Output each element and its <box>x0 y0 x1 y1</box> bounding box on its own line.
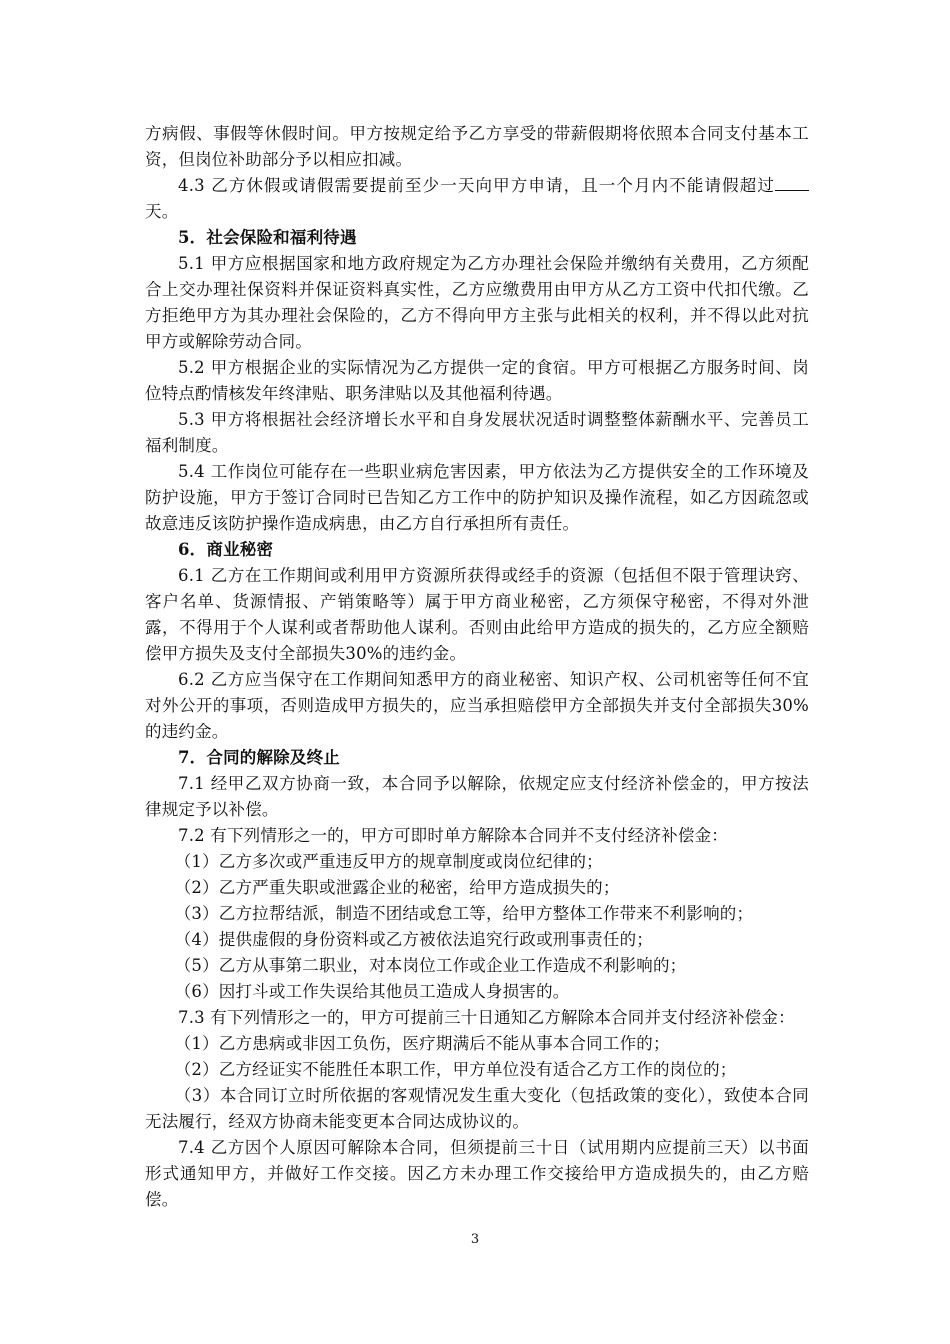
paragraph-4-3-tail: 天。 <box>145 202 179 221</box>
paragraph-4-3 <box>145 173 809 225</box>
page-number: 3 <box>470 1232 480 1247</box>
paragraph-5-1: 5.1 甲方应根据国家和地方政府规定为乙方办理社会保险并缴纳有关费用，乙方须配合上交办理社保资料并保证资料真实性，乙方应缴费用由甲方从乙方工资中代扣代缴。乙方拒绝甲方为其办理社会保险的，乙方不得向甲方主张与此相关的权利，并不得以此对抗甲方或解除劳动合同。 <box>145 254 809 351</box>
paragraph-7-2: 7.2 有下列情形之一的，甲方可即时单方解除本合同并不支付经济补偿金： <box>178 826 728 845</box>
paragraph-7-4: 7.4 乙方因个人原因可解除本合同，但须提前三十日（试用期内应提前三天）以书面形式通知甲方，并做好工作交接。因乙方未办理工作交接给甲方造成损失的，由乙方赔偿。 <box>145 1138 809 1209</box>
blank-field <box>775 174 809 191</box>
paragraph-5-3: 5.3 甲方将根据社会经济增长水平和自身发展状况适时调整整体薪酬水平、完善员工福利制度。 <box>145 410 809 455</box>
paragraph-7-1: 7.1 经甲乙双方协商一致，本合同予以解除，依规定应支付经济补偿金的，甲方按法律规定予以补偿。 <box>145 774 809 819</box>
paragraph-5-4: 5.4 工作岗位可能存在一些职业病危害因素，甲方依法为乙方提供安全的工作环境及防护设施，甲方于签订合同时已告知乙方工作中的防护知识及操作流程，如乙方因疏忽或故意违反该防护操作造成病患，由乙方自行承担所有责任。 <box>145 462 809 533</box>
paragraph-6-1: 6.1 乙方在工作期间或利用甲方资源所获得或经手的资源（包括但不限于管理诀窍、客户名单、货源情报、产销策略等）属于甲方商业秘密，乙方须保守秘密，不得对外泄露，不得用于个人谋利或者帮助他人谋利。否则由此给甲方造成的损失的，乙方应全额赔偿甲方损失及支付全部损失30%的违约金。 <box>145 566 809 663</box>
paragraph-5-2: 5.2 甲方根据企业的实际情况为乙方提供一定的食宿。甲方可根据乙方服务时间、岗位特点酌情核发年终津贴、职务津贴以及其他福利待遇。 <box>145 358 809 403</box>
list-item-7-2-5: （5）乙方从事第二职业，对本岗位工作或企业工作造成不利影响的； <box>174 956 687 975</box>
paragraph-6-2: 6.2 乙方应当保守在工作期间知悉甲方的商业秘密、知识产权、公司机密等任何不宜对外公开的事项，否则造成甲方损失的，应当承担赔偿甲方全部损失并支付全部损失30%的违约金。 <box>145 670 809 741</box>
section-heading-5: 5．社会保险和福利待遇 <box>178 228 357 247</box>
list-item-7-2-3: （3）乙方拉帮结派，制造不团结或怠工等，给甲方整体工作带来不利影响的； <box>174 904 754 923</box>
document-body <box>145 121 809 1213</box>
list-item-7-2-4: （4）提供虚假的身份资料或乙方被依法追究行政或刑事责任的； <box>174 930 653 949</box>
section-heading-7: 7．合同的解除及终止 <box>178 748 340 767</box>
list-item-7-2-2: （2）乙方严重失职或泄露企业的秘密，给甲方造成损失的； <box>174 878 620 897</box>
paragraph-4-2-continued: 方病假、事假等休假时间。甲方按规定给予乙方享受的带薪假期将依照本合同支付基本工资，但岗位补助部分予以相应扣减。 <box>145 124 809 169</box>
list-item-7-3-2: （2）乙方经证实不能胜任本职工作，甲方单位没有适合乙方工作的岗位的； <box>174 1060 737 1079</box>
list-item-7-2-6: （6）因打斗或工作失误给其他员工造成人身损害的。 <box>174 982 570 1001</box>
section-heading-6: 6．商业秘密 <box>178 540 274 559</box>
list-item-7-2-1: （1）乙方多次或严重违反甲方的规章制度或岗位纪律的； <box>174 852 603 871</box>
paragraph-4-3-text: 4.3 乙方休假或请假需要提前至少一天向甲方申请，且一个月内不能请假超过 <box>178 176 775 195</box>
list-item-7-3-3: （3）本合同订立时所依据的客观情况发生重大变化（包括政策的变化），致使本合同无法履行，经双方协商未能变更本合同达成协议的。 <box>145 1086 809 1131</box>
paragraph-7-3: 7.3 有下列情形之一的，甲方可提前三十日通知乙方解除本合同并支付经济补偿金： <box>178 1008 795 1027</box>
list-item-7-3-1: （1）乙方患病或非因工负伤，医疗期满后不能从事本合同工作的； <box>174 1034 670 1053</box>
